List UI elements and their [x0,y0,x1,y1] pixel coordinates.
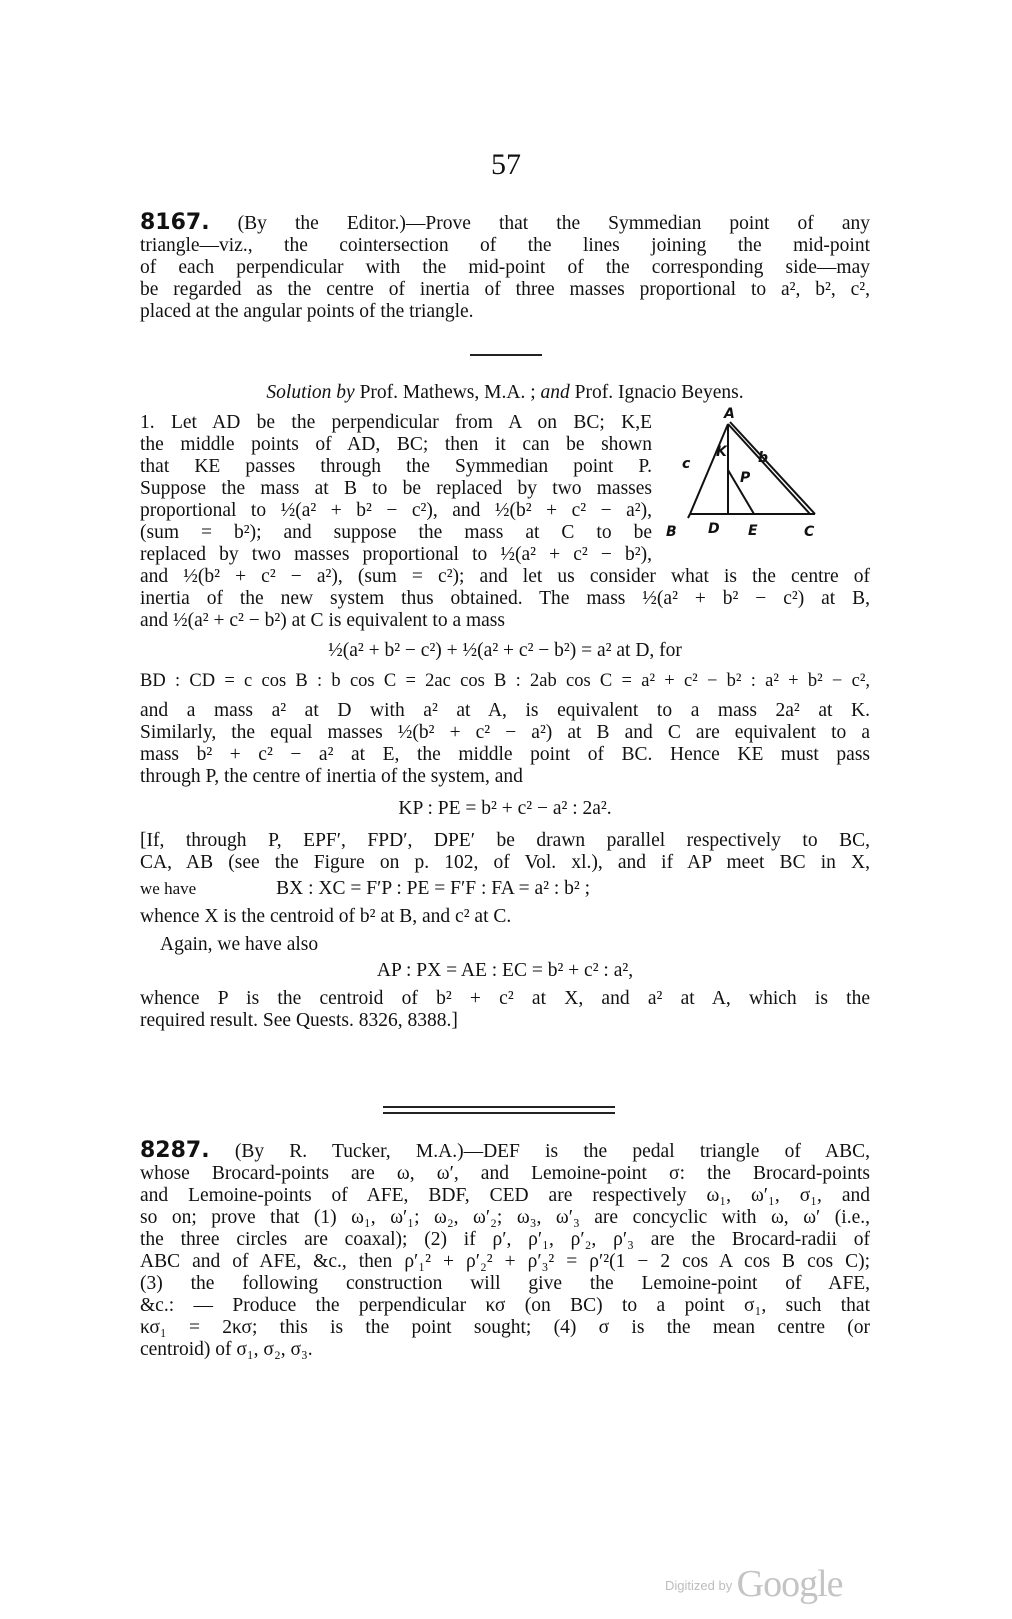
equation-2: BD : CD = c cos B : b cos C = 2ac cos B : 2ab cos C = a² + c² − b² : a² + b² − c², [140,671,870,691]
q8167-line-5: placed at the angular points of the triangle. [140,301,474,322]
sol-line: Again, we have also [160,934,319,955]
sol-line: 1. Let AD be the perpendicular from A on BC; K,E [140,412,652,433]
author-beyens: Prof. Ignacio Beyens. [574,382,744,403]
sol-line: and a mass a² at D with a² at A, is equivalent to a mass 2a² at K. [140,700,870,721]
sol-line: Suppose the mass at B to be replaced by two masses [140,478,652,499]
we-have-label: we have [140,879,197,898]
label-p: P [740,470,751,486]
q8287-line: centroid) of σ₁, σ₂, σ₃. [140,1339,313,1360]
author-mathews: Prof. Mathews, M.A. ; [359,382,536,403]
q8287-line-1: 8287. (By R. Tucker, M.A.)—DEF is the pedal triangle of ABC, [140,1138,870,1163]
label-a: A [724,406,735,422]
equation-1: ½(a² + b² − c²) + ½(a² + c² − b²) = a² at D, for [328,640,682,661]
q8287-line: and Lemoine-points of AFE, BDF, CED are respectively ω₁, ω′₁, σ₁, and [140,1185,870,1206]
solution-heading [140,382,870,404]
solution-by-label: Solution by [266,382,355,403]
q8287-line: the three circles are coaxal); (2) if ρ′, ρ′₁, ρ′₂, ρ′₃ are the Brocard-radii of [140,1229,870,1250]
sol-line: whence P is the centroid of b² + c² at X, and a² at A, which is the [140,988,870,1009]
sol-line: through P, the centre of inertia of the system, and [140,766,523,787]
sol-line: and ½(a² + c² − b²) at C is equivalent to a mass [140,610,505,631]
q8167-number: 8167. [140,210,210,235]
q8287-line: ABC and of AFE, &c., then ρ′₁² + ρ′₂² + ρ′₃² = ρ′²(1 − 2 cos A cos B cos C); [140,1251,870,1272]
side-ab [730,422,815,514]
side-ac [728,424,810,514]
label-k: K [716,444,727,460]
label-b: B [666,524,677,540]
label-c-side: c [682,456,691,472]
double-rule-divider [383,1106,615,1114]
label-b-side: b [758,450,769,466]
q8287-line: whose Brocard-points are ω, ω′, and Lemoine-point σ: the Brocard-points [140,1163,870,1184]
section-divider [470,354,542,356]
sol-line: whence X is the centroid of b² at B, and c² at C. [140,906,512,927]
label-d: D [708,521,720,537]
sol-line: required result. See Quests. 8326, 8388.] [140,1010,458,1031]
q8287-line: so on; prove that (1) ω₁, ω′₁; ω₂, ω′₂; ω₃, ω′₃ are concyclic with ω, ω′ (i.e., [140,1207,870,1228]
q8167-line-4: be regarded as the centre of inertia of three masses proportional to a², b², c², [140,279,870,300]
q8287-line: &c.: — Produce the perpendicular κσ (on BC) to a point σ₁, such that [140,1295,870,1316]
google-logo: Google [736,1563,843,1605]
sol-line: proportional to ½(a² + b² − c²), and ½(b² + c² − a²), [140,500,652,521]
q8167-line-2: triangle—viz., the cointersection of the lines joining the mid-point [140,235,870,256]
question-8287 [140,1140,870,1361]
question-8167 [140,212,870,323]
sol-line: Similarly, the equal masses ½(b² + c² − a²) at B and C are equivalent to a [140,722,870,743]
sol-line: the middle points of AD, BC; then it can be shown [140,434,652,455]
sol-line: inertia of the new system thus obtained. The mass ½(a² + b² − c²) at B, [140,588,870,609]
sol-line: mass b² + c² − a² at E, the middle point of BC. Hence KE must pass [140,744,870,765]
sol-line: that KE passes through the Symmedian point P. [140,456,652,477]
q8287-line: (3) the following construction will give the Lemoine-point of AFE, [140,1273,870,1294]
label-e: E [748,523,758,539]
equation-5: AP : PX = AE : EC = b² + c² : a², [376,960,634,981]
sol-line: and ½(b² + c² − a²), (sum = c²); and let us consider what is the centre of [140,566,870,587]
page-number: 57 [491,148,521,181]
side-ca [690,424,728,514]
sol-line: CA, AB (see the Figure on p. 102, of Vol. xl.), and if AP meet BC in X, [140,852,870,873]
q8287-line: κσ₁ = 2κσ; this is the point sought; (4) σ is the mean centre (or [140,1317,870,1338]
q8167-line-3: of each perpendicular with the mid-point of the corresponding side—may [140,257,870,278]
equation-3: KP : PE = b² + c² − a² : 2a². [398,798,612,819]
label-c: C [804,524,815,540]
equation-4: BX : XC = F′P : PE = F′F : FA = a² : b² ; [276,878,590,899]
sol-line: (sum = b²); and suppose the mass at C to be [140,522,652,543]
and-label: and [540,382,570,403]
q8287-number: 8287. [140,1138,210,1163]
triangle-figure [666,406,870,552]
q8167-line-1: 8167. (By the Editor.)—Prove that the Symmedian point of any [140,210,871,235]
digitized-by-google-watermark [665,1562,843,1606]
sol-line: [If, through P, EPF′, FPD′, DPE′ be drawn parallel respectively to BC, [140,830,870,851]
solution-narrow-para [140,412,652,566]
equation-4-line [140,878,870,900]
watermark-prefix: Digitized by [665,1578,733,1593]
sol-line: replaced by two masses proportional to ½(a² + c² − b²), [140,544,652,565]
